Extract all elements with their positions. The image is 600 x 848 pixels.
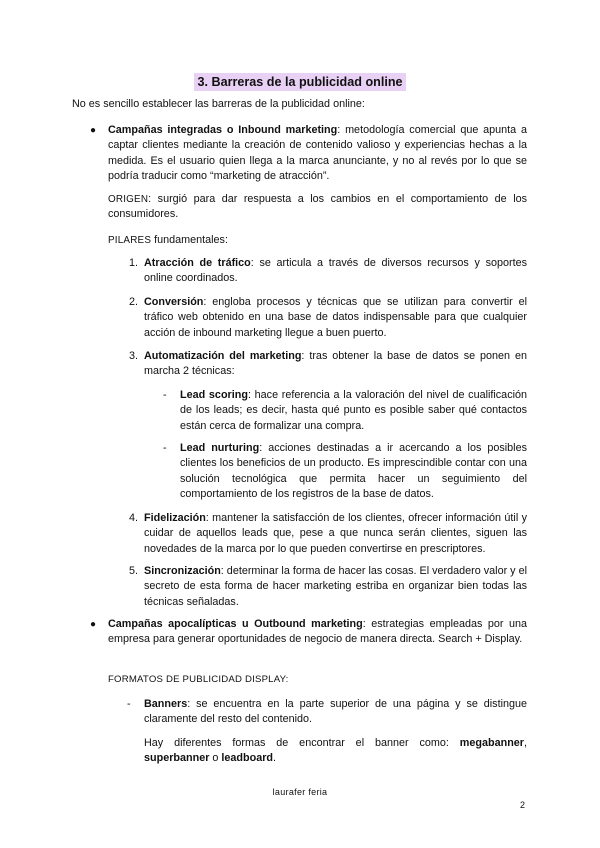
banners-dash: -: [127, 698, 131, 710]
pillar-number: 4.: [128, 512, 138, 524]
pillar-item: [144, 295, 527, 341]
technique-text: : acciones destinadas a ir acercando a los posibles clientes los beneficios de un producto. Es imprescindible contar con una solución tecnológica que permita hacer un seguimiento del comportamiento de los registros de la base de datos.: [180, 442, 527, 500]
pillar-number: 2.: [128, 296, 138, 308]
formatos-heading: FORMATOS DE PUBLICIDAD DISPLAY:: [108, 674, 289, 685]
origen-text: : surgió para dar respuesta a los cambios en el comportamiento de los consumidores.: [108, 193, 527, 221]
pillar-title: Fidelización: [144, 512, 206, 524]
pillar-title: Sincronización: [144, 565, 221, 577]
pillar-title: Automatización del marketing: [144, 350, 302, 362]
technique-title: Lead nurturing: [180, 442, 260, 454]
pillar-item: [144, 511, 527, 557]
intro-paragraph: No es sencillo establecer las barreras de la publicidad online:: [72, 98, 365, 110]
banners-title: Banners: [144, 698, 188, 710]
pillar-text: : tras obtener la base de datos se ponen en marcha 2 técnicas:: [144, 350, 527, 378]
pilares-label: PILARES: [108, 235, 152, 246]
section-title-wrap: [0, 73, 600, 91]
pillar-text: : determinar la forma de hacer las cosas. El verdadero valor y el secreto de esta forma de hacer marketing estriba en organizar bien todas las técnicas señaladas.: [144, 565, 527, 608]
bullet-outbound-text: : estrategias empleadas por una empresa para generar oportunidades de negocio de manera directa. Search + Display.: [108, 618, 527, 646]
technique-dash: -: [163, 389, 167, 401]
period: .: [273, 752, 277, 765]
section-title: 3. Barreras de la publicidad online: [194, 73, 405, 91]
bullet-marker: ●: [90, 619, 97, 630]
technique-dash: -: [163, 442, 167, 454]
pilares-heading: [108, 233, 527, 248]
footer-author: laurafer feria: [272, 787, 328, 797]
origen-label: ORIGEN: [108, 194, 149, 205]
pillar-text: : se articula a través de diversos recursos y soportes online coordinados.: [144, 257, 527, 285]
pillar-text: : mantener la satisfacción de los clientes, ofrecer información útil y cuidar de aquellos leads que, pese a que nunca serán clientes, siguen las novedades de la marca por lo que pueden convertirse en prescriptores.: [144, 512, 527, 555]
bullet-inbound-text: : metodología comercial que apunta a captar clientes mediante la creación de contenido valioso y experiencias hechas a la medida. Es el usuario quien llega a la marca anunciante, y no al revés por lo que se podría traducir como “marketing de atracción”.: [108, 124, 527, 182]
separator: o: [209, 752, 222, 765]
pilares-text: fundamentales:: [151, 234, 228, 246]
bullet-outbound-title: Campañas apocalípticas u Outbound marketing: [108, 618, 363, 630]
origen-paragraph: [108, 192, 527, 223]
banner-type-superbanner: superbanner: [144, 752, 210, 765]
technique-item: [180, 441, 527, 502]
banners-item: [144, 697, 527, 728]
banner-type-leadboard: leadboard: [221, 752, 274, 765]
banners-types: [144, 736, 527, 767]
technique-item: [180, 388, 527, 434]
bullet-inbound-title: Campañas integradas o Inbound marketing: [108, 124, 338, 136]
pillar-number: 1.: [128, 257, 138, 269]
pillar-title: Atracción de tráfico: [144, 257, 251, 269]
pillar-text: : engloba procesos y técnicas que se utilizan para convertir el tráfico web obtenido en una base de datos indispensable para que cualquier acción de inbound marketing llegue a buen puerto.: [144, 296, 527, 339]
separator: ,: [524, 737, 527, 749]
pillar-title: Conversión: [144, 296, 204, 308]
page-number: 2: [520, 800, 526, 810]
banners-types-text: Hay diferentes formas de encontrar el banner como:: [144, 737, 460, 749]
pillar-item: [144, 349, 527, 380]
technique-title: Lead scoring: [180, 389, 248, 401]
pillar-item: [144, 256, 527, 287]
banner-type-megabanner: megabanner: [459, 737, 524, 749]
bullet-inbound: [108, 123, 527, 184]
bullet-marker: ●: [90, 125, 97, 136]
banners-text: : se encuentra en la parte superior de una página y se distingue claramente del resto del contenido.: [144, 698, 527, 726]
technique-text: : hace referencia a la valoración del nivel de cualificación de los leads; es decir, hasta qué punto es posible saber qué contactos están cerca de formalizar una compra.: [180, 389, 527, 432]
pillar-number: 5.: [128, 565, 138, 577]
pillar-number: 3.: [128, 350, 138, 362]
bullet-outbound: [108, 617, 527, 648]
pillar-item: [144, 564, 527, 610]
